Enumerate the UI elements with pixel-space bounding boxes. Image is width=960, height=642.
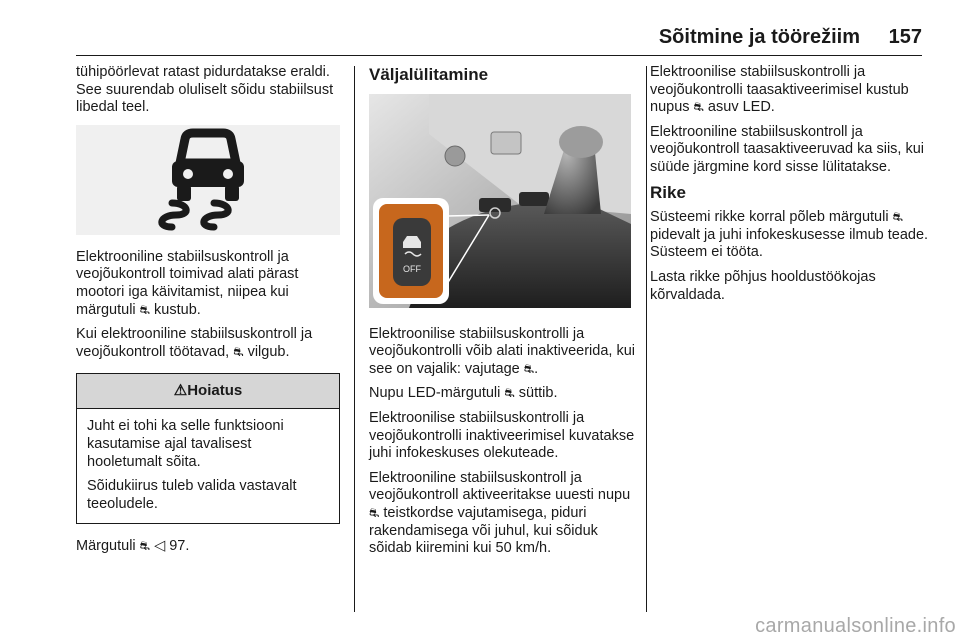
warning-box — [76, 373, 340, 524]
esc-off-button-icon: ⛐ — [369, 505, 380, 520]
column-3 — [650, 64, 930, 311]
section-heading: Väljalülitamine — [369, 65, 489, 84]
paragraph: Lasta rikke põhjus hooldustöökojas kõrvaldada. — [650, 268, 876, 303]
page-number: 157 — [888, 26, 922, 48]
column-divider — [646, 66, 647, 612]
paragraph: Elektroonilise stabiilsuskontrolli ja veojõukontrolli inaktiveerimisel kuvatakse juhi infokeskuses olekuteade. — [369, 409, 635, 462]
warning-triangle-icon: ⚠ — [173, 382, 188, 400]
esc-off-button-icon: ⛐ — [693, 100, 704, 115]
paragraph: Kui elektrooniline stabiilsuskontroll ja veojõukontroll töötavad, ⛐ vilgub. — [76, 326, 313, 360]
watermark: carmanualsonline.info — [755, 615, 956, 637]
warning-title: Hoiatus — [187, 382, 243, 400]
header-divider — [76, 55, 922, 56]
paragraph: Märgutuli ⛐ ◁ 97. — [76, 538, 190, 555]
page-reference-arrow-icon: ◁ — [154, 538, 166, 555]
warning-text: Juht ei tohi ka selle funktsiooni kasutamise ajal tavalisest hooletumalt sõita. — [87, 418, 284, 470]
column-2 — [369, 64, 635, 565]
warning-text: Sõidukiirus tuleb valida vastavalt teeoludele. — [87, 478, 297, 512]
paragraph: tühipöörlevat ratast pidurdatakse eraldi. See suurendab oluliselt sõidu stabiilsust libedal teel. — [76, 64, 334, 116]
esc-indicator-icon: ⛐ — [233, 344, 244, 359]
paragraph: Süsteemi rikke korral põleb märgutuli ⛐ pidevalt ja juhi infokeskusesse ilmub teade. Süsteem ei tööta. — [650, 209, 929, 261]
esc-indicator-icon: ⛐ — [139, 539, 151, 554]
paragraph: Elektrooniline stabiilsuskontroll ja veojõukontroll taasaktiveeruvad ka siis, kui süüde järgmine kord sisse lülitatakse. — [650, 123, 925, 175]
column-1 — [76, 64, 340, 563]
console-photo — [369, 94, 631, 308]
esc-indicator-icon: ⛐ — [139, 302, 151, 317]
photo-off-label: OFF — [403, 263, 421, 274]
esc-off-button-icon: ⛐ — [523, 361, 535, 376]
warning-header — [77, 374, 339, 409]
esc-car-skid-icon — [76, 125, 340, 235]
esc-indicator-icon: ⛐ — [892, 210, 903, 225]
paragraph: Elektroonilise stabiilsuskontrolli ja veojõukontrolli võib alati inaktiveerida, kui see on vajalik: vajutage ⛐. — [369, 325, 635, 377]
paragraph: Elektrooniline stabiilsuskontroll ja veojõukontroll toimivad alati pärast mootori iga käivitamist, niipea kui märgutuli ⛐ kustub. — [76, 248, 299, 318]
column-divider — [354, 66, 355, 612]
esc-off-button-icon: ⛐ — [504, 386, 515, 401]
paragraph: Nupu LED-märgutuli ⛐ süttib. — [369, 385, 558, 402]
page-header — [76, 26, 922, 54]
paragraph: Elektroonilise stabiilsuskontrolli ja veojõukontrolli taasaktiveerimisel kustub nupus ⛐ asuv LED. — [650, 64, 909, 116]
paragraph: Elektrooniline stabiilsuskontroll ja veojõukontroll aktiveeritakse uuesti nupu ⛐ teistkordse vajutamisega, piduri rakendamisega või juhul, kui sõiduk sõidab kiiremini kui 50 km/h. — [369, 469, 631, 557]
section-heading: Rike — [650, 182, 686, 202]
page-title: Sõitmine ja töörežiim — [658, 26, 860, 48]
warning-body — [77, 409, 339, 523]
